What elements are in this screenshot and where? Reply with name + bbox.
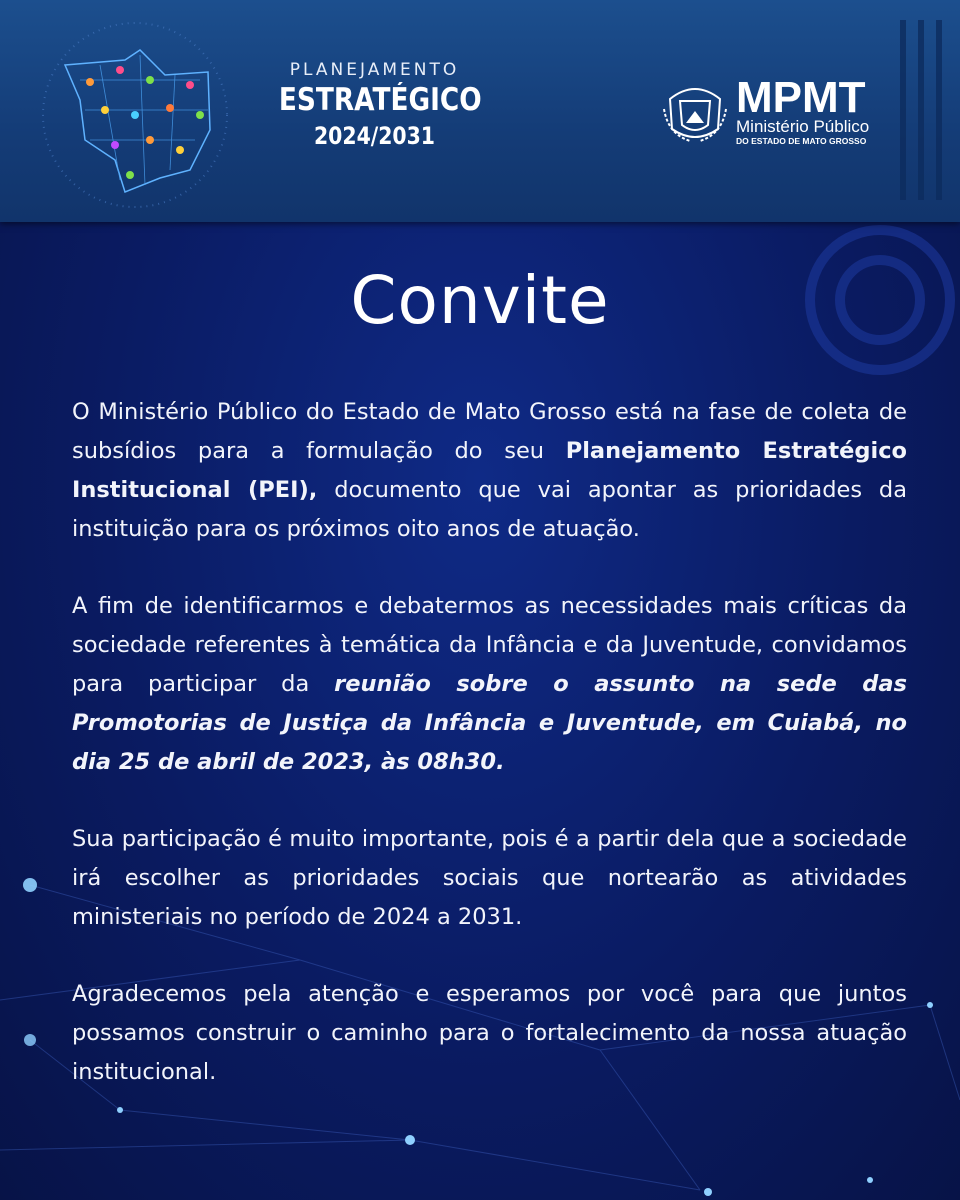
mato-grosso-network-map-icon bbox=[30, 20, 240, 210]
paragraph-4: Agradecemos pela atenção e esperamos por você para que juntos possamos construir o caminho para o fortalecimento da nossa atuação institucional. bbox=[72, 981, 907, 1085]
paragraph-3: Sua participação é muito importante, pois é a partir dela que a sociedade irá escolher as prioridades sociais que nortearão as atividades ministeriais no período de 2024 a 2031. bbox=[72, 826, 907, 930]
invitation-body bbox=[72, 393, 907, 1130]
decorative-bars bbox=[900, 20, 942, 200]
logo-subtitle: DO ESTADO DE MATO GROSSO bbox=[736, 136, 867, 146]
plan-line-1: PLANEJAMENTO bbox=[289, 60, 460, 80]
coat-of-arms-icon bbox=[660, 79, 730, 145]
page-title: Convite bbox=[350, 262, 610, 339]
header-banner bbox=[0, 0, 960, 222]
p1-bold: Planejamento Estratégico Institucional (PEI), bbox=[72, 438, 907, 503]
paragraph-2 bbox=[72, 587, 907, 782]
p1-text-b: documento que vai apontar as prioridades da instituição para os próximos oito anos de atuação. bbox=[72, 477, 908, 542]
plan-line-3: 2024/2031 bbox=[313, 122, 435, 150]
p2-text-a: A fim de identificarmos e debatermos as necessidades mais críticas da sociedade referentes à temática da Infância e da Juventude, convidamos para participar da bbox=[72, 593, 907, 697]
mpmt-logo bbox=[660, 73, 870, 146]
paragraph-1 bbox=[72, 393, 907, 549]
logo-acronym: MPMT bbox=[736, 73, 866, 122]
logo-name: Ministério Público bbox=[736, 117, 870, 136]
plan-line-2: ESTRATÉGICO bbox=[278, 82, 482, 118]
strategic-planning-title bbox=[262, 60, 487, 150]
p2-meeting-details: reunião sobre o assunto na sede das Promotorias de Justiça da Infância e Juventude, em Cuiabá, no dia 25 de abril de 2023, às 08h30. bbox=[72, 671, 907, 775]
p1-text-a: O Ministério Público do Estado de Mato Grosso está na fase de coleta de subsídios para a formulação do seu bbox=[72, 399, 907, 464]
